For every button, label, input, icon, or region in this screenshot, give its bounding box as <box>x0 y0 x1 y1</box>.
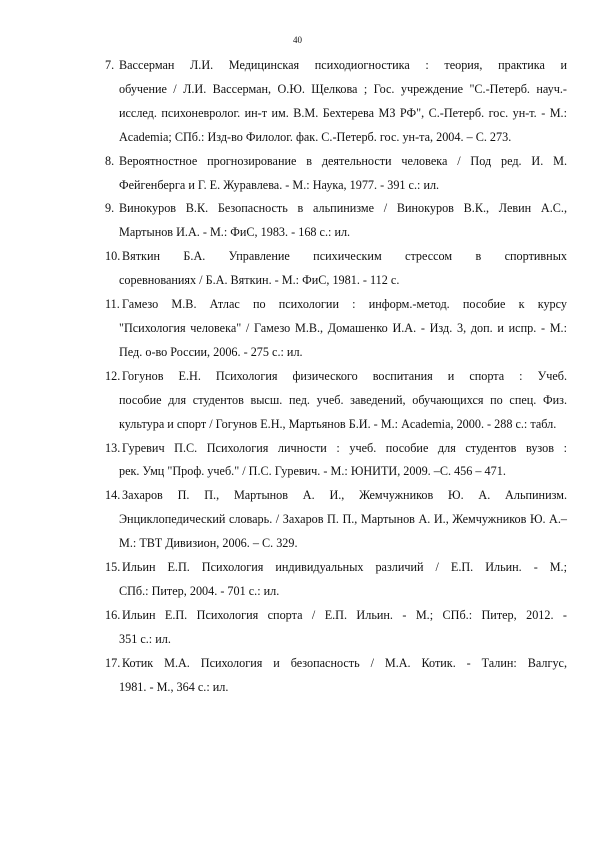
reference-list <box>105 54 567 699</box>
reference-text-first-line: Гуревич П.С. Психология личности : учеб. пособие для студентов вузов : <box>122 440 567 455</box>
reference-number: 12. <box>105 368 121 383</box>
reference-item <box>105 365 567 437</box>
reference-number: 15. <box>105 560 121 575</box>
reference-text-first-line: Гогунов Е.Н. Психология физического воспитания и спорта : Учеб. <box>122 368 567 383</box>
reference-number: 14. <box>105 488 121 503</box>
reference-text-first-line: Захаров П. П., Мартынов А. И., Жемчужников Ю. А. Альпинизм. <box>122 488 567 503</box>
reference-text-first-line: Вассерман Л.И. Медицинская психодиогностика : теория, практика и <box>119 58 567 72</box>
reference-text-first-line: Вероятностное прогнозирование в деятельности человека / Под ред. И. М. <box>119 153 567 168</box>
reference-text-first-line: Ильин Е.П. Психология индивидуальных различий / Е.П. Ильин. - М.; <box>122 560 567 575</box>
reference-item <box>105 556 567 604</box>
reference-item <box>105 245 567 293</box>
reference-text-continuation: рек. Умц "Проф. учеб." / П.С. Гуревич. - М.: ЮНИТИ, 2009. –С. 456 – 471. <box>119 464 506 479</box>
reference-number: 17. <box>105 655 121 670</box>
reference-item <box>105 652 567 700</box>
reference-text-continuation: обучение / Л.И. Вассерман, О.Ю. Щелкова ; Гос. учреждение "С.-Петерб. науч.-исслед. психоневролог. ин-т им. В.М. Бехтерева МЗ РФ", С.-Петерб. гос. ун-т. - М.: Academia; СПб.: Изд-во Филолог. фак. С.-Петерб. гос. ун-та, 2004. – С. 273. <box>119 81 567 144</box>
reference-item <box>105 150 567 198</box>
reference-text-continuation: пособие для студентов высш. пед. учеб. заведений, обучающихся по спец. Физ. культура и спорт / Гогунов Е.Н., Мартьянов Б.И. - М.: Academia, 2000. - 288 с.: табл. <box>119 392 567 431</box>
reference-text-continuation: Фейгенберга и Г. Е. Журавлева. - М.: Наука, 1977. - 391 с.: ил. <box>119 177 440 192</box>
reference-text-first-line: Винокуров В.К. Безопасность в альпинизме / Винокуров В.К., Левин А.С., <box>119 201 567 216</box>
reference-text-first-line: Гамезо М.В. Атлас по психологии : информ.-метод. пособие к курсу <box>122 297 567 312</box>
reference-text-first-line: Ильин Е.П. Психология спорта / Е.П. Ильин. - М.; СПб.: Питер, 2012. - <box>122 607 567 622</box>
reference-number: 11. <box>105 297 120 312</box>
reference-item <box>105 197 567 245</box>
reference-number: 10. <box>105 249 121 264</box>
reference-text-continuation: СПб.: Питер, 2004. - 701 с.: ил. <box>119 583 280 598</box>
reference-text-first-line: Котик М.А. Психология и безопасность / М.А. Котик. - Талин: Валгус, <box>122 655 567 670</box>
reference-item <box>105 484 567 556</box>
reference-text-continuation: 351 с.: ил. <box>119 631 171 646</box>
reference-text-continuation: Мартынов И.А. - М.: ФиС, 1983. - 168 с.: ил. <box>119 225 351 240</box>
reference-number: 7. <box>105 58 115 72</box>
page-number: 40 <box>293 35 302 45</box>
reference-text-continuation: соревнованиях / Б.А. Вяткин. - М.: ФиС, 1981. - 112 с. <box>119 273 400 288</box>
reference-number: 13. <box>105 440 121 455</box>
reference-text-continuation: Энциклопедический словарь. / Захаров П. П., Мартынов А. И., Жемчужников Ю. А.– М.: ТВТ Дивизион, 2006. – С. 329. <box>119 512 567 551</box>
reference-number: 9. <box>105 201 115 216</box>
reference-item <box>105 437 567 485</box>
reference-text-first-line: Вяткин Б.А. Управление психическим стрессом в спортивных <box>122 249 567 264</box>
reference-item <box>105 293 567 365</box>
reference-number: 16. <box>105 607 121 622</box>
reference-text-continuation: "Психология человека" / Гамезо М.В., Домашенко И.А. - Изд. 3, доп. и испр. - М.: Пед. о-во России, 2006. - 275 с.: ил. <box>119 320 567 359</box>
reference-number: 8. <box>105 153 115 168</box>
reference-item <box>105 54 567 150</box>
reference-text-continuation: 1981. - М., 364 с.: ил. <box>119 679 229 694</box>
reference-item <box>105 604 567 652</box>
